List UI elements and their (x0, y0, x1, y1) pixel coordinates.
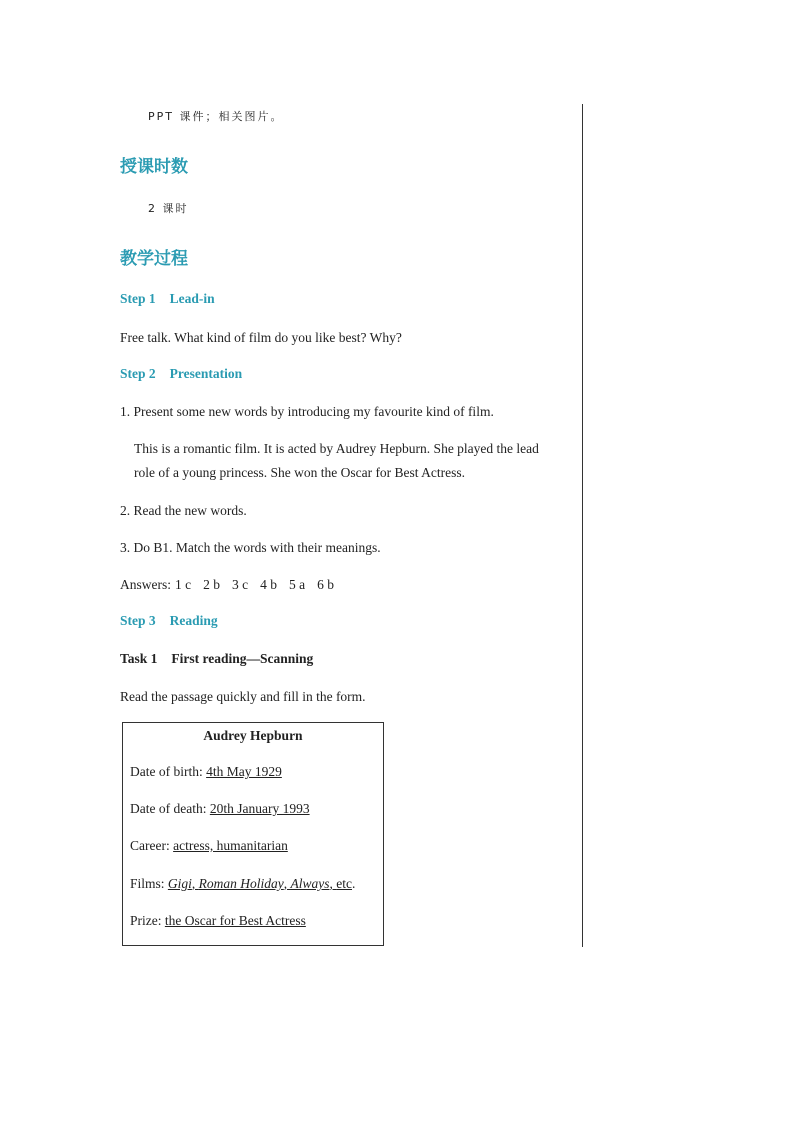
step2-item3: 3. Do B1. Match the words with their meanings. (120, 540, 381, 555)
films-label: Films: (130, 876, 165, 891)
career-value: actress, humanitarian (173, 838, 288, 853)
answer-item: 1 c (175, 577, 192, 592)
task1-name: First reading—Scanning (171, 651, 314, 666)
heading-teaching-process: 教学过程 (120, 249, 188, 269)
materials-text: PPT 课件；相关图片。 (148, 110, 284, 123)
answer-item: 5 a (289, 577, 306, 592)
film-1: Gigi (167, 876, 192, 891)
film-3: Always (290, 876, 330, 891)
step2-number: Step 2 (120, 366, 156, 381)
task1-number: Task 1 (120, 651, 158, 666)
answer-item: 6 b (317, 577, 334, 592)
step1-text: Free talk. What kind of film do you like best? Why? (120, 330, 402, 345)
column-divider (582, 104, 583, 947)
career-label: Career: (130, 838, 170, 853)
form-row-films: Films: Gigi, Roman Holiday, Always, etc. (130, 876, 356, 891)
step1-name: Lead-in (169, 291, 215, 306)
form-row-death (130, 801, 310, 817)
form-row-career (130, 838, 288, 854)
info-form-box (122, 722, 384, 946)
task1-heading (120, 651, 313, 667)
answer-item: 4 b (260, 577, 277, 592)
birth-label: Date of birth: (130, 764, 203, 779)
death-value: 20th January 1993 (209, 801, 310, 816)
form-row-birth (130, 764, 282, 780)
films-etc: etc (336, 876, 353, 891)
film-2: Roman Holiday (198, 876, 284, 891)
step3-name: Reading (169, 613, 218, 628)
birth-value: 4th May 1929 (206, 764, 282, 779)
step2-heading (120, 366, 242, 382)
answer-item: 2 b (203, 577, 220, 592)
heading-teaching-hours: 授课时数 (120, 157, 188, 177)
step1-number: Step 1 (120, 291, 156, 306)
answer-item: 3 c (232, 577, 249, 592)
death-label: Date of death: (130, 801, 207, 816)
prize-value: the Oscar for Best Actress (164, 913, 306, 928)
step3-heading (120, 613, 218, 629)
step1-heading (120, 291, 215, 307)
step2-item2: 2. Read the new words. (120, 503, 247, 518)
hours-text: 2 课时 (148, 202, 189, 215)
step2-name: Presentation (169, 366, 243, 381)
step3-number: Step 3 (120, 613, 156, 628)
form-row-prize (130, 913, 306, 929)
task1-text: Read the passage quickly and fill in the form. (120, 689, 366, 704)
prize-label: Prize: (130, 913, 162, 928)
step2-quote-line2: role of a young princess. She won the Oscar for Best Actress. (134, 465, 466, 480)
answers-line (120, 576, 346, 594)
step2-quote-line1: This is a romantic film. It is acted by Audrey Hepburn. She played the lead (134, 441, 539, 456)
form-title: Audrey Hepburn (203, 728, 303, 743)
answers-label: Answers: (120, 577, 171, 592)
step2-item1: 1. Present some new words by introducing my favourite kind of film. (120, 404, 494, 419)
